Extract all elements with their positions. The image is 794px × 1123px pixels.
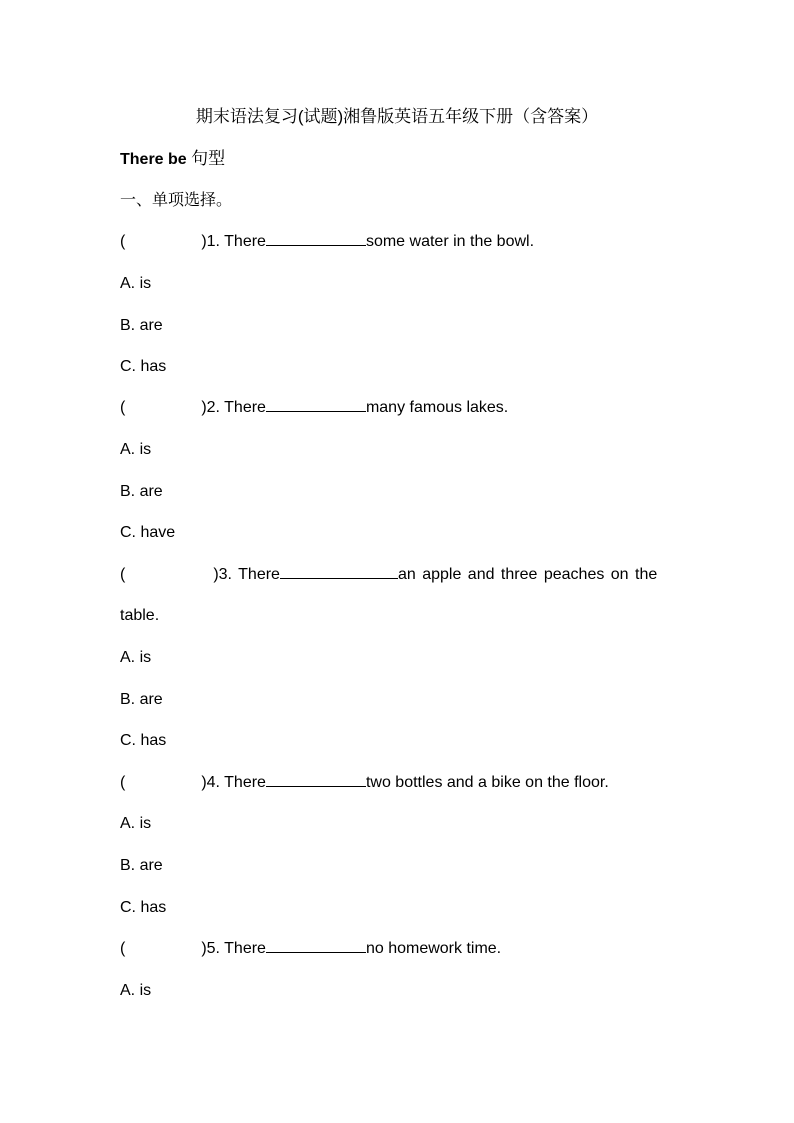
open-paren: ( — [120, 566, 126, 583]
open-paren: ( — [120, 233, 126, 250]
question-4-stem — [120, 772, 690, 794]
question-1-option-b: B. are — [120, 317, 163, 334]
question-4-option-b: B. are — [120, 857, 163, 874]
question-text: many famous lakes. — [365, 399, 509, 416]
question-2-stem — [120, 397, 690, 419]
document-title: 期末语法复习(试题)湘鲁版英语五年级下册（含答案） — [195, 107, 599, 126]
open-paren: ( — [120, 940, 126, 957]
fill-blank — [266, 772, 366, 787]
question-3-option-a: A. is — [120, 649, 152, 666]
question-5-stem — [120, 938, 690, 960]
question-1-stem — [120, 231, 690, 253]
question-text: some water in the bowl. — [365, 233, 535, 250]
fill-blank — [280, 564, 398, 579]
question-number: )4. There — [201, 774, 266, 791]
question-text: two bottles and a bike on the floor. — [365, 774, 609, 791]
question-number: )3. There — [213, 566, 280, 583]
question-4-option-c: C. has — [120, 899, 167, 916]
question-3-stem — [120, 564, 690, 586]
question-2-option-b: B. are — [120, 483, 163, 500]
question-number: )1. There — [201, 233, 266, 250]
question-number: )5. There — [201, 940, 266, 957]
question-5-option-a: A. is — [120, 982, 152, 999]
question-text: an apple and three peaches on the — [397, 566, 658, 583]
question-2-option-c: C. have — [120, 524, 176, 541]
section-title-en: There be — [120, 151, 187, 168]
question-number: )2. There — [201, 399, 266, 416]
open-paren: ( — [120, 774, 126, 791]
question-1-option-a: A. is — [120, 275, 152, 292]
question-3-option-c: C. has — [120, 732, 167, 749]
open-paren: ( — [120, 399, 126, 416]
question-4-option-a: A. is — [120, 815, 152, 832]
question-text: no homework time. — [365, 940, 502, 957]
fill-blank — [266, 938, 366, 953]
section-title-cn: 句型 — [191, 149, 226, 168]
question-1-option-c: C. has — [120, 358, 167, 375]
question-2-option-a: A. is — [120, 441, 152, 458]
part-heading: 一、单项选择。 — [120, 192, 233, 209]
section-title — [120, 148, 690, 171]
fill-blank — [266, 231, 366, 246]
fill-blank — [266, 397, 366, 412]
question-3-option-b: B. are — [120, 691, 163, 708]
question-3-stem-continued: table. — [120, 607, 160, 624]
